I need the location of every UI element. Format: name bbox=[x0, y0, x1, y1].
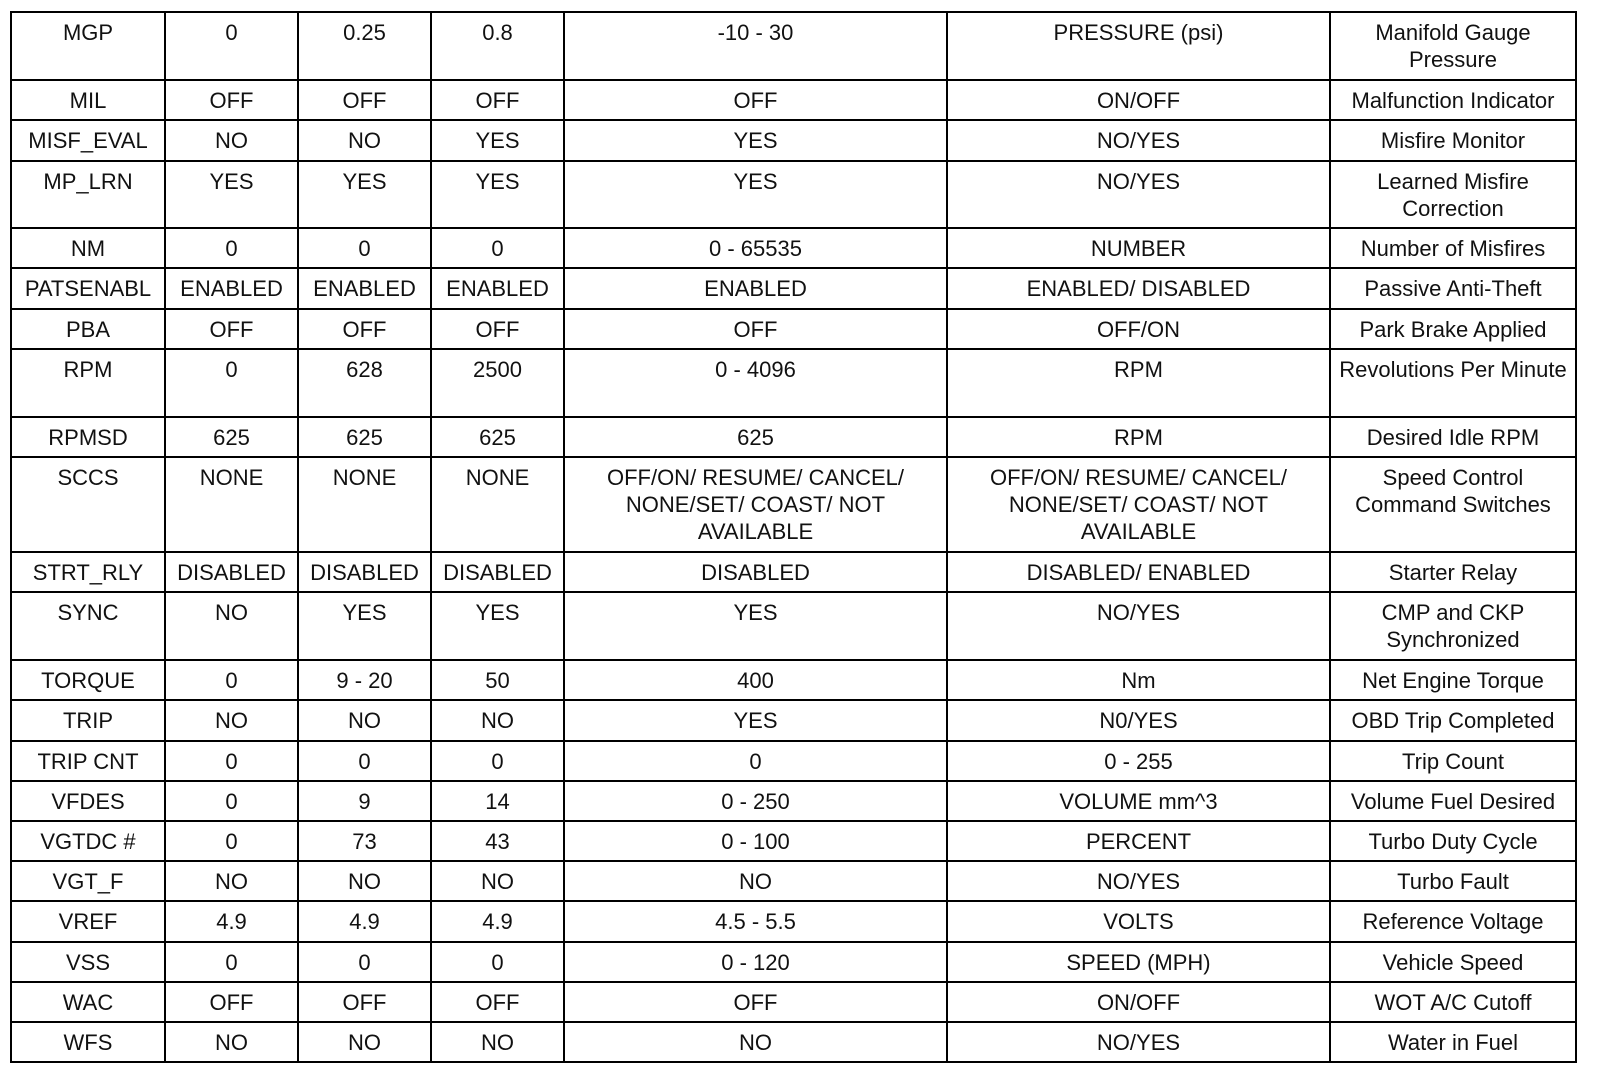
value-3-cell: DISABLED bbox=[431, 552, 564, 592]
value-1-cell: OFF bbox=[165, 982, 298, 1022]
value-1-cell: 625 bbox=[165, 417, 298, 457]
value-1-cell: YES bbox=[165, 161, 298, 228]
unit-cell: ENABLED/ DISABLED bbox=[947, 268, 1330, 309]
pid-name-cell: VFDES bbox=[11, 781, 165, 821]
value-2-cell: YES bbox=[298, 161, 431, 228]
pid-name-cell: WAC bbox=[11, 982, 165, 1022]
value-2-cell: 9 bbox=[298, 781, 431, 821]
value-1-cell: NONE bbox=[165, 457, 298, 552]
description-cell: WOT A/C Cutoff bbox=[1330, 982, 1576, 1022]
table-row bbox=[11, 552, 1576, 592]
description-cell: Number of Misfires bbox=[1330, 228, 1576, 268]
value-2-cell: 9 - 20 bbox=[298, 660, 431, 700]
table-row bbox=[11, 309, 1576, 349]
value-3-cell: ENABLED bbox=[431, 268, 564, 309]
description-cell: CMP and CKP Synchronized bbox=[1330, 592, 1576, 660]
range-cell: YES bbox=[564, 592, 947, 660]
pid-name-cell: TORQUE bbox=[11, 660, 165, 700]
range-cell: 0 - 250 bbox=[564, 781, 947, 821]
value-1-cell: NO bbox=[165, 592, 298, 660]
pid-table-body bbox=[11, 12, 1576, 1062]
description-cell: Volume Fuel Desired bbox=[1330, 781, 1576, 821]
unit-cell: Nm bbox=[947, 660, 1330, 700]
range-cell: ENABLED bbox=[564, 268, 947, 309]
range-cell: 4.5 - 5.5 bbox=[564, 901, 947, 942]
description-cell: Manifold Gauge Pressure bbox=[1330, 12, 1576, 80]
description-cell: Malfunction Indicator bbox=[1330, 80, 1576, 120]
range-cell: YES bbox=[564, 700, 947, 741]
value-3-cell: 0 bbox=[431, 228, 564, 268]
unit-cell: ON/OFF bbox=[947, 982, 1330, 1022]
range-cell: NO bbox=[564, 861, 947, 901]
value-3-cell: 0.8 bbox=[431, 12, 564, 80]
value-3-cell: 0 bbox=[431, 741, 564, 781]
range-cell: DISABLED bbox=[564, 552, 947, 592]
pid-name-cell: NM bbox=[11, 228, 165, 268]
pid-name-cell: TRIP CNT bbox=[11, 741, 165, 781]
table-row bbox=[11, 700, 1576, 741]
value-3-cell: NO bbox=[431, 1022, 564, 1062]
description-cell: Reference Voltage bbox=[1330, 901, 1576, 942]
unit-cell: 0 - 255 bbox=[947, 741, 1330, 781]
value-2-cell: YES bbox=[298, 592, 431, 660]
table-row bbox=[11, 660, 1576, 700]
range-cell: OFF/ON/ RESUME/ CANCEL/ NONE/SET/ COAST/ NOT AVAILABLE bbox=[564, 457, 947, 552]
unit-cell: NO/YES bbox=[947, 592, 1330, 660]
description-cell: Misfire Monitor bbox=[1330, 120, 1576, 161]
value-1-cell: OFF bbox=[165, 80, 298, 120]
pid-name-cell: WFS bbox=[11, 1022, 165, 1062]
range-cell: 0 bbox=[564, 741, 947, 781]
table-row bbox=[11, 982, 1576, 1022]
unit-cell: DISABLED/ ENABLED bbox=[947, 552, 1330, 592]
table-row bbox=[11, 120, 1576, 161]
value-2-cell: NO bbox=[298, 700, 431, 741]
pid-name-cell: STRT_RLY bbox=[11, 552, 165, 592]
pid-name-cell: VREF bbox=[11, 901, 165, 942]
unit-cell: NO/YES bbox=[947, 1022, 1330, 1062]
table-row bbox=[11, 901, 1576, 942]
pid-name-cell: RPM bbox=[11, 349, 165, 417]
table-row bbox=[11, 781, 1576, 821]
range-cell: OFF bbox=[564, 982, 947, 1022]
value-3-cell: YES bbox=[431, 120, 564, 161]
value-3-cell: OFF bbox=[431, 80, 564, 120]
pid-name-cell: MGP bbox=[11, 12, 165, 80]
description-cell: Desired Idle RPM bbox=[1330, 417, 1576, 457]
value-1-cell: NO bbox=[165, 1022, 298, 1062]
table-row bbox=[11, 349, 1576, 417]
unit-cell: OFF/ON bbox=[947, 309, 1330, 349]
table-row bbox=[11, 228, 1576, 268]
value-2-cell: OFF bbox=[298, 982, 431, 1022]
description-cell: Park Brake Applied bbox=[1330, 309, 1576, 349]
description-cell: Turbo Fault bbox=[1330, 861, 1576, 901]
value-1-cell: 0 bbox=[165, 942, 298, 982]
range-cell: NO bbox=[564, 1022, 947, 1062]
unit-cell: ON/OFF bbox=[947, 80, 1330, 120]
pid-name-cell: VGT_F bbox=[11, 861, 165, 901]
table-row bbox=[11, 1022, 1576, 1062]
unit-cell: VOLTS bbox=[947, 901, 1330, 942]
description-cell: Starter Relay bbox=[1330, 552, 1576, 592]
table-row bbox=[11, 268, 1576, 309]
table-row bbox=[11, 457, 1576, 552]
description-cell: Net Engine Torque bbox=[1330, 660, 1576, 700]
pid-table bbox=[10, 11, 1577, 1063]
description-cell: OBD Trip Completed bbox=[1330, 700, 1576, 741]
value-1-cell: 0 bbox=[165, 741, 298, 781]
value-1-cell: NO bbox=[165, 120, 298, 161]
pid-name-cell: MISF_EVAL bbox=[11, 120, 165, 161]
value-3-cell: OFF bbox=[431, 309, 564, 349]
pid-name-cell: SCCS bbox=[11, 457, 165, 552]
table-row bbox=[11, 12, 1576, 80]
range-cell: 0 - 65535 bbox=[564, 228, 947, 268]
value-2-cell: DISABLED bbox=[298, 552, 431, 592]
value-2-cell: 0 bbox=[298, 741, 431, 781]
value-2-cell: NONE bbox=[298, 457, 431, 552]
range-cell: 0 - 100 bbox=[564, 821, 947, 861]
pid-name-cell: TRIP bbox=[11, 700, 165, 741]
value-1-cell: 0 bbox=[165, 12, 298, 80]
description-cell: Water in Fuel bbox=[1330, 1022, 1576, 1062]
unit-cell: PERCENT bbox=[947, 821, 1330, 861]
range-cell: 0 - 4096 bbox=[564, 349, 947, 417]
document-page bbox=[10, 11, 1577, 1063]
unit-cell: N0/YES bbox=[947, 700, 1330, 741]
description-cell: Speed Control Command Switches bbox=[1330, 457, 1576, 552]
unit-cell: OFF/ON/ RESUME/ CANCEL/ NONE/SET/ COAST/ NOT AVAILABLE bbox=[947, 457, 1330, 552]
pid-name-cell: SYNC bbox=[11, 592, 165, 660]
value-2-cell: NO bbox=[298, 861, 431, 901]
value-2-cell: OFF bbox=[298, 309, 431, 349]
value-3-cell: 0 bbox=[431, 942, 564, 982]
value-1-cell: 4.9 bbox=[165, 901, 298, 942]
value-3-cell: 50 bbox=[431, 660, 564, 700]
table-row bbox=[11, 592, 1576, 660]
value-1-cell: OFF bbox=[165, 309, 298, 349]
range-cell: OFF bbox=[564, 309, 947, 349]
description-cell: Passive Anti-Theft bbox=[1330, 268, 1576, 309]
pid-name-cell: PBA bbox=[11, 309, 165, 349]
pid-name-cell: MIL bbox=[11, 80, 165, 120]
value-3-cell: NONE bbox=[431, 457, 564, 552]
value-2-cell: 73 bbox=[298, 821, 431, 861]
value-2-cell: NO bbox=[298, 1022, 431, 1062]
range-cell: YES bbox=[564, 120, 947, 161]
value-3-cell: 2500 bbox=[431, 349, 564, 417]
description-cell: Learned Misfire Correction bbox=[1330, 161, 1576, 228]
value-1-cell: DISABLED bbox=[165, 552, 298, 592]
value-3-cell: OFF bbox=[431, 982, 564, 1022]
value-3-cell: 625 bbox=[431, 417, 564, 457]
range-cell: 400 bbox=[564, 660, 947, 700]
unit-cell: NUMBER bbox=[947, 228, 1330, 268]
value-1-cell: 0 bbox=[165, 349, 298, 417]
value-1-cell: NO bbox=[165, 700, 298, 741]
value-1-cell: 0 bbox=[165, 821, 298, 861]
pid-name-cell: PATSENABL bbox=[11, 268, 165, 309]
unit-cell: NO/YES bbox=[947, 120, 1330, 161]
value-2-cell: 4.9 bbox=[298, 901, 431, 942]
value-3-cell: 14 bbox=[431, 781, 564, 821]
value-3-cell: YES bbox=[431, 592, 564, 660]
unit-cell: NO/YES bbox=[947, 161, 1330, 228]
description-cell: Vehicle Speed bbox=[1330, 942, 1576, 982]
range-cell: 625 bbox=[564, 417, 947, 457]
unit-cell: VOLUME mm^3 bbox=[947, 781, 1330, 821]
range-cell: -10 - 30 bbox=[564, 12, 947, 80]
value-1-cell: 0 bbox=[165, 781, 298, 821]
table-row bbox=[11, 161, 1576, 228]
value-2-cell: OFF bbox=[298, 80, 431, 120]
unit-cell: NO/YES bbox=[947, 861, 1330, 901]
table-row bbox=[11, 861, 1576, 901]
pid-name-cell: VSS bbox=[11, 942, 165, 982]
unit-cell: SPEED (MPH) bbox=[947, 942, 1330, 982]
table-row bbox=[11, 80, 1576, 120]
value-1-cell: NO bbox=[165, 861, 298, 901]
value-2-cell: 628 bbox=[298, 349, 431, 417]
value-3-cell: NO bbox=[431, 700, 564, 741]
pid-name-cell: MP_LRN bbox=[11, 161, 165, 228]
value-2-cell: ENABLED bbox=[298, 268, 431, 309]
value-2-cell: 0.25 bbox=[298, 12, 431, 80]
value-1-cell: 0 bbox=[165, 228, 298, 268]
description-cell: Turbo Duty Cycle bbox=[1330, 821, 1576, 861]
description-cell: Trip Count bbox=[1330, 741, 1576, 781]
value-3-cell: 43 bbox=[431, 821, 564, 861]
value-2-cell: NO bbox=[298, 120, 431, 161]
table-row bbox=[11, 942, 1576, 982]
unit-cell: PRESSURE (psi) bbox=[947, 12, 1330, 80]
value-2-cell: 625 bbox=[298, 417, 431, 457]
table-row bbox=[11, 821, 1576, 861]
range-cell: 0 - 120 bbox=[564, 942, 947, 982]
table-row bbox=[11, 741, 1576, 781]
range-cell: OFF bbox=[564, 80, 947, 120]
value-1-cell: ENABLED bbox=[165, 268, 298, 309]
value-1-cell: 0 bbox=[165, 660, 298, 700]
pid-name-cell: RPMSD bbox=[11, 417, 165, 457]
unit-cell: RPM bbox=[947, 417, 1330, 457]
unit-cell: RPM bbox=[947, 349, 1330, 417]
description-cell: Revolutions Per Minute bbox=[1330, 349, 1576, 417]
range-cell: YES bbox=[564, 161, 947, 228]
pid-name-cell: VGTDC # bbox=[11, 821, 165, 861]
value-3-cell: YES bbox=[431, 161, 564, 228]
value-2-cell: 0 bbox=[298, 942, 431, 982]
value-2-cell: 0 bbox=[298, 228, 431, 268]
value-3-cell: NO bbox=[431, 861, 564, 901]
value-3-cell: 4.9 bbox=[431, 901, 564, 942]
table-row bbox=[11, 417, 1576, 457]
